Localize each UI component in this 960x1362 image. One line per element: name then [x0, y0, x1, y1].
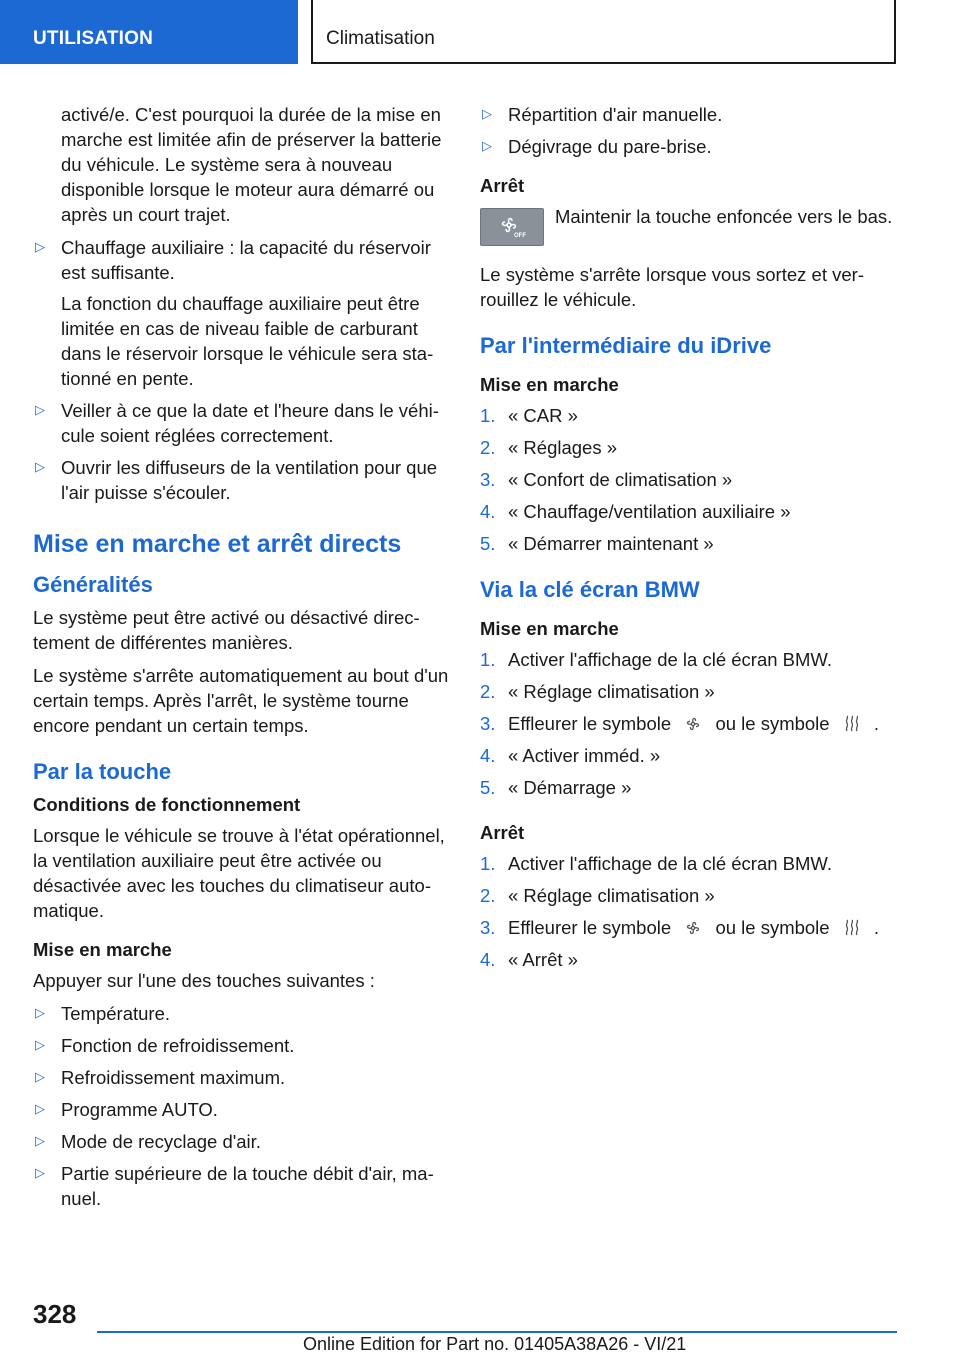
bullet-text: Veiller à ce que la date et l'heure dans le véhicule soient réglées correctement. [61, 400, 439, 446]
step-text: . [873, 713, 880, 734]
off-text: Maintenir la touche enfoncée vers le bas. [555, 206, 893, 227]
list-item [480, 102, 898, 127]
section-heading: Mise en marche et arrêt directs [33, 530, 402, 558]
step-item [480, 679, 898, 704]
step-number: 1. [480, 405, 496, 426]
intro-continued: activé/e. C'est pourquoi la durée de la mise en marche est limitée afin de préserver la batterie du véhicule. Le système sera à nouveau disponible lorsque le moteur aura démarré ou après un court trajet. [61, 104, 442, 225]
step-item [480, 851, 898, 876]
step-number: 4. [480, 745, 496, 766]
step-item [480, 531, 898, 556]
bullet-triangle-icon: ▷ [482, 106, 492, 121]
step-number: 3. [480, 917, 496, 938]
chapter-tab [311, 0, 896, 64]
off-heading: Arrêt [480, 175, 525, 196]
step-text: ou le symbole [715, 917, 830, 938]
list-item [33, 455, 451, 505]
key-on-heading: Mise en marche [480, 618, 619, 639]
list-item [33, 1161, 451, 1211]
step-text: Effleurer le symbole [508, 713, 672, 734]
step-text: . [873, 917, 880, 938]
left-column [33, 102, 451, 1218]
step-number: 3. [480, 469, 496, 490]
general-paragraph-2: Le système s'arrête automatiquement au bout d'un certain temps. Après l'arrêt, le système tourne encore pendant un certain temps. [33, 665, 449, 736]
step-item [480, 883, 898, 908]
off-paragraph: Le système s'arrête lorsque vous sortez et verrouillez le véhicule. [480, 264, 864, 310]
step-number: 4. [480, 949, 496, 970]
step-item [480, 743, 898, 768]
list-item [33, 398, 451, 448]
fan-icon [684, 919, 702, 937]
subsection-heading-display-key: Via la clé écran BMW [480, 577, 700, 602]
list-item [33, 235, 451, 391]
step-item [480, 435, 898, 460]
general-paragraph-1: Le système peut être activé ou désactivé directement de différentes manières. [33, 607, 420, 653]
list-item [33, 1033, 451, 1058]
bullet-triangle-icon: ▷ [35, 1069, 45, 1084]
bullet-text: Température. [61, 1003, 170, 1024]
step-text: « Réglages » [508, 437, 618, 458]
conditions-heading: Conditions de fonctionnement [33, 794, 301, 815]
step-item [480, 403, 898, 428]
section-title: UTILISATION [33, 28, 154, 49]
bullet-text: Mode de recyclage d'air. [61, 1131, 261, 1152]
list-item [33, 1097, 451, 1122]
svg-text:OFF: OFF [514, 233, 526, 239]
conditions-paragraph: Lorsque le véhicule se trouve à l'état opérationnel, la ventilation auxiliaire peut être activée ou désactivée avec les touches du climatiseur automatique. [33, 825, 445, 921]
footer-divider [97, 1331, 897, 1333]
bullet-triangle-icon: ▷ [35, 1165, 45, 1180]
step-item [480, 947, 898, 972]
step-item [480, 915, 898, 940]
footer-edition: Online Edition for Part no. 01405A38A26 - VI/21 [303, 1334, 687, 1354]
step-text: « Réglage climatisation » [508, 681, 715, 702]
bullet-text: Refroidissement maximum. [61, 1067, 286, 1088]
bullet-text: Programme AUTO. [61, 1099, 218, 1120]
step-number: 5. [480, 533, 496, 554]
step-text: Activer l'affichage de la clé écran BMW. [508, 649, 833, 670]
page-number: 328 [33, 1299, 77, 1329]
bullet-text: Chauffage auxiliaire : la capacité du réservoir est suffisante. [61, 237, 431, 283]
step-number: 1. [480, 853, 496, 874]
bullet-text: Dégivrage du pare-brise. [508, 136, 712, 157]
bullet-text: Fonction de refroidissement. [61, 1035, 295, 1056]
step-text: « Démarrer maintenant » [508, 533, 714, 554]
step-text: « Démarrage » [508, 777, 632, 798]
bullet-triangle-icon: ▷ [35, 1005, 45, 1020]
bullet-triangle-icon: ▷ [482, 138, 492, 153]
off-instruction [480, 204, 898, 252]
step-item [480, 467, 898, 492]
bullet-triangle-icon: ▷ [35, 239, 45, 254]
step-item [480, 647, 898, 672]
step-item [480, 775, 898, 800]
bullet-note: La fonction du chauffage auxiliaire peut être limitée en cas de niveau faible de carburant dans le réservoir lorsque le véhicule sera stationné en pente. [61, 293, 434, 389]
subsection-heading-idrive: Par l'intermédiaire du iDrive [480, 333, 772, 358]
step-text: « Réglage climatisation » [508, 885, 715, 906]
bullet-text: Partie supérieure de la touche débit d'air, manuel. [61, 1163, 434, 1209]
list-item [480, 134, 898, 159]
bullet-triangle-icon: ▷ [35, 1101, 45, 1116]
step-number: 2. [480, 681, 496, 702]
step-number: 1. [480, 649, 496, 670]
bullet-triangle-icon: ▷ [35, 459, 45, 474]
step-number: 5. [480, 777, 496, 798]
step-item [480, 711, 898, 736]
step-number: 3. [480, 713, 496, 734]
chapter-title: Climatisation [326, 28, 435, 49]
fan-off-button-image [480, 208, 544, 246]
step-item [480, 499, 898, 524]
fan-icon [684, 715, 702, 733]
step-number: 2. [480, 437, 496, 458]
heating-icon [843, 715, 861, 733]
heating-icon [843, 919, 861, 937]
step-number: 4. [480, 501, 496, 522]
bullet-triangle-icon: ▷ [35, 402, 45, 417]
list-item [33, 1129, 451, 1154]
step-text: « CAR » [508, 405, 578, 426]
step-text: Effleurer le symbole [508, 917, 672, 938]
key-off-heading: Arrêt [480, 822, 525, 843]
idrive-on-heading: Mise en marche [480, 374, 619, 395]
subsection-heading-button: Par la touche [33, 759, 172, 784]
bullet-text: Répartition d'air manuelle. [508, 104, 723, 125]
on-heading: Mise en marche [33, 939, 172, 960]
bullet-text: Ouvrir les diffuseurs de la ventilation pour que l'air puisse s'écouler. [61, 457, 438, 503]
step-text: « Confort de climatisation » [508, 469, 733, 490]
step-number: 2. [480, 885, 496, 906]
step-text: « Arrêt » [508, 949, 578, 970]
step-text: « Activer imméd. » [508, 745, 661, 766]
step-text: « Chauffage/ventilation auxiliaire » [508, 501, 791, 522]
on-paragraph: Appuyer sur l'une des touches suivantes : [33, 970, 375, 991]
subsection-heading-general: Généralités [33, 572, 153, 597]
fan-off-icon [499, 215, 527, 239]
step-text: Activer l'affichage de la clé écran BMW. [508, 853, 833, 874]
section-tab [0, 0, 298, 64]
step-text: ou le symbole [715, 713, 830, 734]
list-item [33, 1065, 451, 1090]
right-column [480, 102, 898, 979]
bullet-triangle-icon: ▷ [35, 1037, 45, 1052]
list-item [33, 1001, 451, 1026]
bullet-triangle-icon: ▷ [35, 1133, 45, 1148]
